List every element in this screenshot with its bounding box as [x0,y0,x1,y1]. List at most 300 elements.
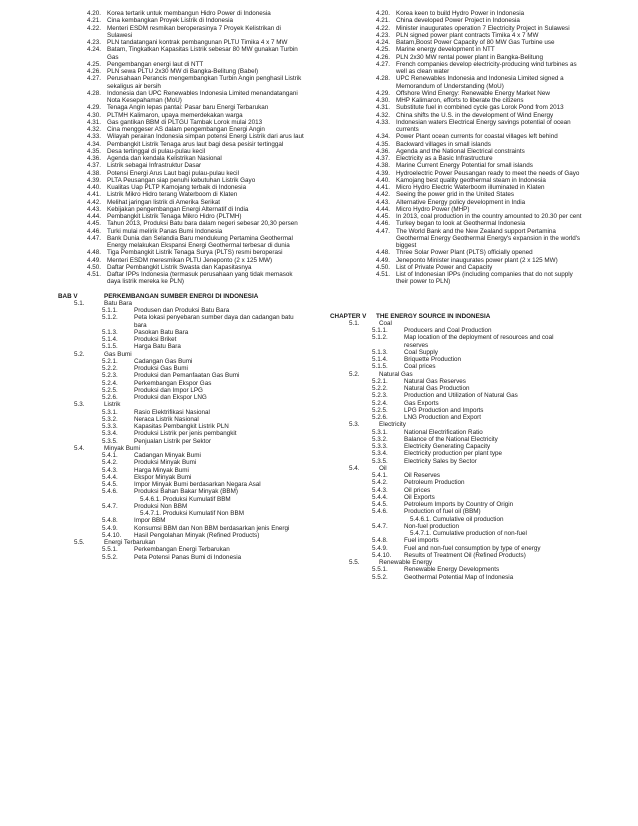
subsection-entry-number: 5.4.8. [102,517,118,525]
toc-entry-title: Turki mulai melirik Panas Bumi Indonesia [107,227,223,235]
toc-entry-title: Daftar Pembangkit Listrik Swasta dan Kapasitasnya [107,263,252,271]
toc-entry [58,170,308,177]
subsection-entry-number: 5.4.7. [102,502,118,510]
subsection-entry-number: 5.1.5. [372,363,388,371]
toc-entry [58,148,308,155]
toc-entry-title: PLN sewa PLTU 2x30 MW di Bangka-Belitung (Babel) [107,68,259,75]
subsection-entry-title: Produksi dan Ekspor LNG [134,394,207,401]
toc-entry-title: Batam, Tingkatkan Kapasitas Listrik sebesar 80 MW gunakan Turbin Gas [107,46,298,61]
subsection-entry [330,574,590,581]
subsection-entry [58,358,308,365]
subsection-entry [330,327,590,334]
toc-entry-number: 4.48. [86,249,101,257]
subsection-entry [330,479,590,486]
toc-entry-title: Pembangkit Listrik Tenaga Mikro Hidro (PLTMH) [107,213,242,220]
toc-entry [330,162,590,169]
subsection-entry-number: 5.4.2. [372,479,388,487]
toc-entry-title: Minister inaugurates operation 7 Electricity Project in Sulawesi [396,24,570,32]
subsection-entry-number: 5.4.4. [372,493,388,501]
subsection-entry-title: Natural Gas Production [404,385,470,392]
subsection-entry-title: Harga Minyak Bumi [134,466,189,474]
toc-entry-title: Kamojang best quality geothermal steam in Indonesia [396,176,546,184]
subsection-entry [330,494,590,501]
subsection-entry-title: Balance of the National Electricity [404,435,498,443]
subsubsection-entry [330,530,590,537]
toc-entry-title: PLTA Peusangan siap penuhi kebutuhan Listrik Gayo [107,176,256,184]
toc-entry-number: 4.35. [86,147,101,155]
toc-entry-number: 4.45. [375,213,390,220]
subsection-entry-number: 5.3.4. [372,450,388,458]
toc-entry [58,133,308,140]
toc-entry-number: 4.50. [86,263,101,271]
subsection-entry [330,545,590,552]
subsection-entry-title: Fuel and non-fuel consumption by type of energy [404,544,541,552]
subsection-entry [58,546,308,553]
toc-entry-number: 4.47. [375,227,390,235]
subsection-entry-title: Non-fuel production [404,522,459,530]
subsection-entry [58,525,308,532]
subsection-entry [58,503,308,510]
toc-entry [58,155,308,162]
subsection-entry [330,436,590,443]
toc-entry-number: 4.41. [375,184,390,191]
subsubsection-entry-number [58,510,140,517]
subsection-entry-title: Hasil Pengolahan Minyak (Refined Products) [134,531,260,539]
toc-entry-title: Menteri ESDM meresmikan PLTU Jeneponto (2 x 125 MW) [107,256,273,264]
toc-entry-title: PLN tandatangani kontrak pembangunan PLTU Timika 4 x 7 MW [107,39,288,46]
subsection-entry [58,336,308,343]
toc-entry-title: Indonesian waters Electrical Energy savings potential of ocean currents [396,118,571,133]
toc-entry [58,119,308,126]
toc-entry [330,213,590,220]
toc-entry-number: 4.20. [375,10,390,17]
subsection-entry [330,537,590,544]
subsection-entry-title: Harga Batu Bara [134,343,181,351]
toc-entry [58,191,308,198]
subsection-entry-number: 5.2.2. [102,365,118,372]
subsection-entry [58,481,308,488]
subsection-entry-title: Production and Utilization of Natural Gas [404,392,518,400]
subsection-entry-number: 5.2.1. [102,357,118,365]
subsection-entry-number: 5.1.5. [102,343,118,351]
subsection-entry-title: Briquette Production [404,356,462,363]
section-heading-number: 5.4. [74,444,85,452]
toc-entry-number: 4.28. [86,89,101,97]
section-heading-number: 5.3. [349,421,360,429]
subsection-entry-title: Petroleum Imports by Country of Origin [404,501,514,508]
subsection-entry [58,409,308,416]
subsection-entry-title: Ekspor Minyak Bumi [134,473,192,481]
subsection-entry [330,356,590,363]
toc-entry-number: 4.43. [375,198,390,206]
subsection-entry [330,472,590,479]
toc-entry [58,184,308,191]
section-heading-title: Minyak Bumi [104,444,141,452]
subsection-entry-title: Geothermal Potential Map of Indonesia [404,573,514,581]
toc-entry [330,46,590,53]
subsection-entry [330,523,590,530]
toc-entry-number: 4.23. [375,31,390,39]
toc-entry-number: 4.27. [86,75,101,83]
toc-entry-number: 4.37. [86,162,101,170]
toc-entry [58,75,308,90]
subsection-entry-number: 5.3.2. [102,415,118,423]
toc-entry-title: Cina kembangkan Proyek Listrik di Indonesia [107,17,234,25]
toc-entry-number: 4.30. [86,111,101,119]
subsection-entry [330,450,590,457]
subsection-entry-title: Peta Potensi Panas Bumi di Indonesia [134,553,242,561]
toc-entry [58,199,308,206]
subsection-entry-title: Cadangan Minyak Bumi [134,452,201,459]
toc-entry [330,249,590,256]
toc-entry-title: Substitute fuel in combined cycle gas Lorok Pond from 2013 [396,104,564,112]
section-heading [58,445,308,452]
subsection-entry [58,380,308,387]
toc-entry [330,104,590,111]
subsection-entry-title: Production of fuel oil (BBM) [404,508,481,516]
subsection-entry-title: Gas Exports [404,399,439,407]
subsection-entry-title: Penjualan Listrik per Sektor [134,437,212,445]
subsection-entry-number: 5.1.2. [102,314,118,322]
toc-entry-title: Pembangkit Listrik Tenaga arus laut bagi desa pesisir tertinggal [107,140,284,148]
toc-entry-number: 4.31. [375,104,390,112]
toc-entry-title: Seeing the power grid in the United States [396,191,514,199]
subsection-entry [330,414,590,421]
toc-entry [58,213,308,220]
subsection-entry-title: Produksi Listrik per jenis pembangkit [134,430,237,438]
toc-entry-number: 4.36. [86,155,101,162]
toc-entry [330,206,590,213]
toc-entry-title: Listrik Mikro Hidro terang Waterboom di Klaten [107,191,238,199]
subsection-entry-title: LPG Production and Imports [404,406,484,414]
toc-entry [330,177,590,184]
subsection-entry-number: 5.4.10. [372,551,392,559]
toc-entry [58,141,308,148]
toc-entry [58,61,308,68]
subsection-entry-title: Impor BBM [134,517,166,525]
toc-entry-number: 4.39. [375,169,390,177]
subsection-entry-title: Fuel imports [404,537,439,545]
subsection-entry-title: Produksi dan Impor LPG [134,386,203,394]
subsection-entry [58,307,308,314]
subsection-entry [330,487,590,494]
subsection-entry-number: 5.2.3. [102,372,118,380]
subsection-entry [58,416,308,423]
section-heading [58,401,308,408]
toc-entry [330,32,590,39]
subsubsection-entry [330,516,590,523]
toc-entry [58,162,308,169]
toc-entry-number: 4.22. [375,24,390,32]
toc-entry [330,155,590,162]
subsection-entry [330,566,590,573]
subsection-entry-title: Pasokan Batu Bara [134,328,189,336]
toc-entry-title: Alternative Energy policy development in India [396,198,526,206]
toc-entry-title: Marine Current Energy Potential for small islands [396,162,533,170]
subsection-entry-title: Impor Minyak Bumi berdasarkan Negara Asal [134,481,261,488]
toc-entry-number: 4.23. [86,39,101,46]
toc-entry-number: 4.29. [375,89,390,97]
subsection-entry-number: 5.1.1. [102,307,118,314]
subsection-entry [58,372,308,379]
subsection-entry-title: Produksi Non BBM [134,502,188,510]
toc-entry-title: UPC Renewables Indonesia and Indonesia Limited signed a Memorandum of Understanding (MoU) [396,75,564,90]
subsection-entry-title: Map location of the deployment of resources and coal reserves [404,334,554,349]
subsubsection-entry-title: 5.4.7.1. Produksi Kumulatif Non BBM [140,510,244,517]
toc-entry-number: 4.34. [375,133,390,141]
subsection-entry-title: Electricity Generating Capacity [404,443,491,450]
toc-entry [58,17,308,24]
toc-entry-number: 4.24. [86,46,101,54]
section-heading [58,300,308,307]
toc-entry-title: Batam,Boost Power Capacity of 80 MW Gas Turbine use [396,39,555,46]
section-heading-number: 5.5. [74,539,85,546]
subsection-entry-title: Results of Treatment Oil (Refined Products) [404,551,526,559]
subsection-entry-number: 5.4.6. [372,508,388,516]
section-heading [58,351,308,358]
subsection-entry-number: 5.2.3. [372,392,388,400]
subsection-entry-title: Petroleum Production [404,479,465,487]
toc-entry-number: 4.27. [375,60,390,68]
toc-entry-number: 4.38. [375,162,390,170]
toc-entry-number: 4.21. [86,17,101,25]
toc-entry [330,191,590,198]
toc-entry [330,184,590,191]
toc-entry-title: Backward villages in small islands [396,140,491,148]
toc-entry-title: Kebijakan pengembangan Energi Alternatif di India [107,205,249,213]
subsection-entry [58,394,308,401]
subsection-entry-title: Coal prices [404,363,436,371]
toc-entry-title: PLTMH Kalimaron, upaya memerdekakan warga [107,111,243,119]
subsection-entry [330,508,590,515]
toc-entry-number: 4.43. [86,205,101,213]
subsection-entry [58,314,308,329]
chapter-heading-title: THE ENERGY SOURCE IN INDONESIA [376,312,491,320]
subsection-entry-number: 5.3.5. [102,437,118,445]
toc-entry-number: 4.38. [86,169,101,177]
subsubsection-entry [58,496,308,503]
toc-entry [330,133,590,140]
subsection-entry [58,474,308,481]
toc-entry-number: 4.44. [86,213,101,220]
toc-entry-number: 4.30. [375,97,390,104]
toc-entry-title: PLN 2x30 MW rental power plant in Bangka-Belitung [396,53,544,61]
toc-entry [330,39,590,46]
subsection-entry-number: 5.3.4. [102,430,118,438]
toc-entry-number: 4.42. [86,198,101,206]
subsection-entry [58,365,308,372]
toc-entry-number: 4.32. [375,111,390,119]
section-heading [330,320,590,327]
toc-entry [58,206,308,213]
section-heading-number: 5.2. [74,350,85,358]
subsection-entry-number: 5.2.6. [102,394,118,401]
toc-entry-title: Micro Hydro Power (MHP) [396,205,470,213]
subsection-entry-number: 5.2.5. [102,386,118,394]
subsection-entry-number: 5.1.4. [372,356,388,363]
toc-entry-title: Cina menggeser AS dalam pengembangan Energi Angin [107,126,265,133]
subsubsection-entry [58,510,308,517]
toc-entry-title: List of Private Power and Capacity [396,263,493,271]
toc-entry-number: 4.26. [375,53,390,61]
toc-entry-title: Offshore Wind Energy: Renewable Energy Market New [396,89,550,97]
subsection-entry [330,552,590,559]
toc-entry-number: 4.40. [375,176,390,184]
subsection-entry-number: 5.4.5. [102,481,118,488]
subsection-entry-number: 5.2.4. [372,399,388,407]
subsection-entry-title: Rasio Elektrifikasi Nasional [134,408,210,416]
toc-entry-number: 4.22. [86,24,101,32]
subsection-entry-title: Cadangan Gas Bumi [134,357,193,365]
subsection-entry-title: Produksi Briket [134,336,177,343]
subsection-entry [330,378,590,385]
toc-entry-title: Hydroelectric Power Peusangan ready to meet the needs of Gayo [396,169,580,177]
chapter-heading-number: CHAPTER V [330,312,367,320]
toc-entry-number: 4.44. [375,205,390,213]
subsection-entry-number: 5.1.3. [372,348,388,356]
subsection-entry-number: 5.2.5. [372,406,388,414]
left-column-indonesian [58,10,308,561]
section-heading-number: 5.1. [74,299,85,307]
section-heading-title: Listrik [104,401,121,409]
toc-entry-number: 4.39. [86,176,101,184]
section-heading [330,371,590,378]
toc-entry-title: PLN signed power plant contracts Timika 4 x 7 MW [396,31,539,39]
toc-entry-title: Three Solar Power Plant (PLTS) officially opened [396,249,533,257]
subsection-entry-title: Renewable Energy Developments [404,566,500,574]
subsection-entry-title: Perkembangan Energi Terbarukan [134,546,230,554]
subsection-entry [58,343,308,350]
subsection-entry [330,443,590,450]
subsection-entry [58,554,308,561]
subsection-entry-number: 5.4.9. [102,524,118,532]
subsection-entry-number: 5.1.3. [102,328,118,336]
toc-entry-number: 4.46. [375,220,390,228]
section-heading-title: Gas Bumi [104,350,132,358]
toc-entry-title: Kualitas Uap PLTP Kamojang terbaik di Indonesia [107,184,247,191]
toc-entry-title: Power Plant ocean currents for coastal villages left behind [396,133,558,141]
toc-entry [58,249,308,256]
subsection-entry [330,334,590,349]
section-heading [330,559,590,566]
toc-entry-title: Pengembangan energi laut di NTT [107,60,204,68]
chapter-heading [58,293,308,300]
toc-entry-title: Melihat jaringan listrik di Amerika Serikat [107,198,221,206]
subsection-entry-number: 5.3.1. [372,428,388,436]
subsection-entry-number: 5.4.6. [102,488,118,496]
subsection-entry-number: 5.3.2. [372,435,388,443]
toc-entry-number: 4.25. [375,46,390,54]
subsection-entry [58,387,308,394]
toc-entry-title: Micro Hydro Electric Waterboom illuminated in Klaten [396,184,545,191]
toc-entry [58,112,308,119]
subsection-entry [330,363,590,370]
section-heading-number: 5.1. [349,319,360,327]
subsection-entry [58,438,308,445]
subsection-entry-number: 5.3.3. [372,443,388,450]
subsection-entry-title: Coal Supply [404,348,438,356]
subsection-entry [58,488,308,495]
toc-entry-number: 4.25. [86,60,101,68]
subsection-entry-number: 5.1.1. [372,327,388,334]
toc-entry-number: 4.32. [86,126,101,133]
subsection-entry-number: 5.4.4. [102,473,118,481]
subsection-entry-title: National Electrification Ratio [404,428,483,436]
toc-entry-title: China shifts the U.S. in the development of Wind Energy [396,111,554,119]
subsection-entry-number: 5.2.1. [372,377,388,385]
subsection-entry [330,458,590,465]
subsubsection-entry-number [330,530,410,537]
subsection-entry-title: Oil Exports [404,493,435,501]
toc-entry [330,264,590,271]
subsection-entry [58,423,308,430]
subsection-entry-title: Konsumsi BBM dan Non BBM berdasarkan jenis Energi [134,524,290,532]
toc-entry-number: 4.42. [375,191,390,199]
toc-entry [58,235,308,250]
subsection-entry [330,400,590,407]
subsection-entry-title: Produksi dan Pemanfaatan Gas Bumi [134,372,240,380]
subsection-entry [330,429,590,436]
toc-entry [58,264,308,271]
toc-entry-title: Marine energy development in NTT [396,46,495,54]
toc-entry-number: 4.33. [86,133,101,141]
subsection-entry [330,385,590,392]
toc-entry [58,25,308,40]
toc-entry-title: Turkey began to look at Geothermal Indonesia [396,220,526,228]
subsection-entry [58,532,308,539]
toc-entry-title: Korea keen to build Hydro Power in Indonesia [396,10,525,17]
toc-entry-title: Menteri ESDM resmikan beroperasinya 7 Proyek Kelistrikan di Sulawesi [107,24,281,39]
subsection-entry-number: 5.5.2. [372,573,388,581]
toc-entry-title: MHP Kalimaron, efforts to liberate the citizens [396,97,524,104]
toc-entry [58,220,308,227]
toc-entry-title: Tiga Pembangkit Listrik Tenaga Surya (PLTS) resmi beroperasi [107,249,283,257]
subsection-entry-number: 5.3.1. [102,408,118,416]
toc-entry [330,199,590,206]
section-heading-number: 5.3. [74,401,85,409]
subsubsection-entry-title: 5.4.7.1. Cumulative production of non-fuel [410,530,527,537]
subsection-entry-number: 5.4.10. [102,531,122,539]
subsection-entry-number: 5.5.1. [102,546,118,554]
toc-entry-title: Desa tertinggal di pulau-pulau kecil [107,147,206,155]
toc-entry-number: 4.45. [86,220,101,228]
toc-entry-title: The World Bank and the New Zealand support Pertamina Geothermal Energy Geothermal Energy's expansion in the world's biggest [396,227,581,249]
toc-entry-title: Agenda and the National Electrical constraints [396,147,525,155]
toc-entry-title: China developed Power Project in Indonesia [396,17,520,25]
section-heading [330,421,590,428]
subsection-entry-title: Produsen dan Produksi Batu Bara [134,307,230,314]
section-heading [330,465,590,472]
toc-entry-number: 4.20. [86,10,101,17]
subsection-entry-number: 5.1.2. [372,334,388,342]
toc-entry-number: 4.47. [86,234,101,242]
toc-entry-title: Bank Dunia dan Selandia Baru mendukung Pertamina Geothermal Energy melakukan Ekspansi Energi Geothermal terbesar di dunia [107,234,293,249]
subsection-entry-number: 5.4.1. [372,472,388,479]
toc-entry-number: 4.48. [375,249,390,257]
subsection-entry-number: 5.4.3. [372,486,388,494]
toc-entry-number: 4.26. [86,68,101,75]
toc-entry-number: 4.51. [86,271,101,278]
subsection-entry [330,407,590,414]
toc-entry [330,97,590,104]
toc-entry-number: 4.31. [86,118,101,126]
section-heading-title: Oil [379,464,387,472]
subsection-entry-title: Perkembangan Ekspor Gas [134,379,212,387]
chapter-heading [330,313,590,320]
toc-entry [58,177,308,184]
right-column-english [330,10,590,581]
toc-entry-number: 4.37. [375,155,390,162]
